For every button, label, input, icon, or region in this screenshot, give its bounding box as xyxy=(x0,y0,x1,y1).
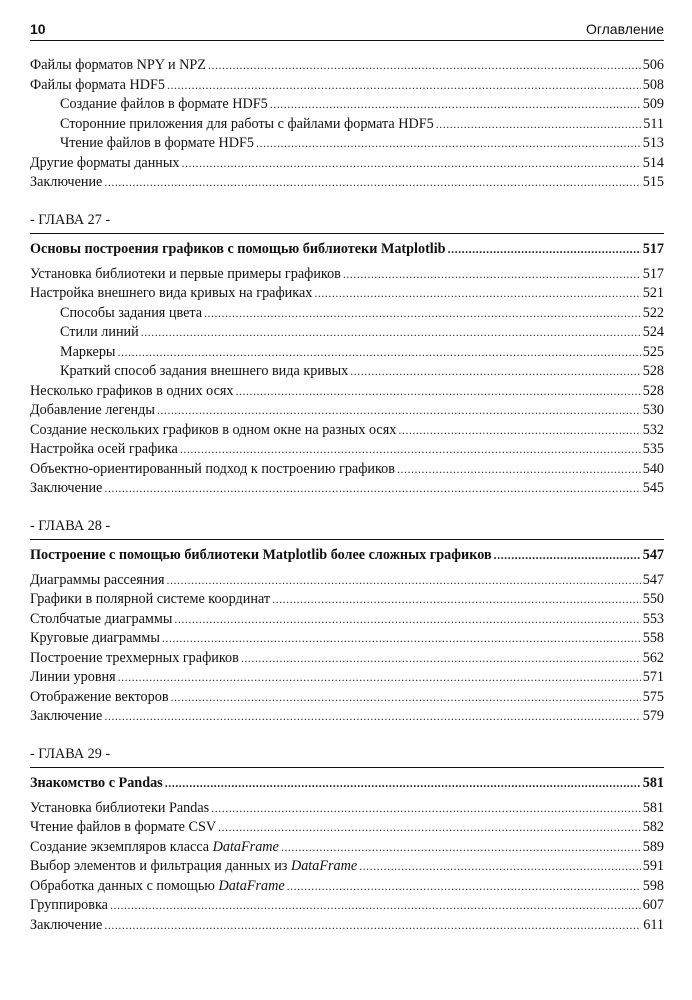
dot-leader xyxy=(118,668,641,688)
toc-entry[interactable] xyxy=(30,571,664,591)
toc-entry-title: Добавление легенды xyxy=(30,402,155,418)
toc-entry[interactable] xyxy=(30,382,664,402)
toc-entry[interactable] xyxy=(30,173,664,193)
dot-leader xyxy=(167,76,641,96)
dot-leader xyxy=(165,774,641,794)
dot-leader xyxy=(272,590,641,610)
toc-entry[interactable] xyxy=(30,668,664,688)
toc-entry-page: 511 xyxy=(643,115,664,132)
toc-entry-title: Линии уровня xyxy=(30,669,116,685)
running-header xyxy=(30,20,664,40)
toc-entry-title: Диаграммы рассеяния xyxy=(30,571,165,588)
toc-entry-page: 575 xyxy=(642,688,664,705)
toc-entry-page: 558 xyxy=(642,630,664,646)
dot-leader xyxy=(157,401,641,421)
dot-leader xyxy=(343,265,641,285)
toc-entry-page: 514 xyxy=(642,154,664,171)
toc-entry[interactable] xyxy=(30,154,664,174)
toc-entry[interactable] xyxy=(30,590,664,610)
toc-entry-page: 521 xyxy=(642,285,664,301)
toc-entry-title: Чтение файлов в формате CSV xyxy=(30,819,217,835)
toc-entry-title: Круговые диаграммы xyxy=(30,630,160,646)
toc-entry-page: 525 xyxy=(642,343,664,360)
section-title: Оглавление xyxy=(585,21,664,37)
dot-leader xyxy=(359,857,641,877)
toc-entry[interactable] xyxy=(30,460,664,480)
table-of-contents xyxy=(30,56,664,935)
toc-entry-title: Графики в полярной системе координат xyxy=(30,591,271,607)
toc-entry-title: Группировка xyxy=(30,897,108,913)
chapter-title[interactable] xyxy=(30,774,664,794)
toc-entry-title: Другие форматы данных xyxy=(30,154,180,171)
toc-entry[interactable] xyxy=(30,610,664,630)
dot-leader xyxy=(235,382,640,402)
dot-leader xyxy=(218,818,641,838)
toc-entry-page: 517 xyxy=(642,265,664,282)
dot-leader xyxy=(162,629,641,649)
chapter-title[interactable] xyxy=(30,240,664,260)
dot-leader xyxy=(104,707,640,727)
toc-entry-page: 562 xyxy=(642,649,664,666)
toc-entry[interactable] xyxy=(30,56,664,76)
dot-leader xyxy=(167,571,641,591)
toc-entry-title: Объектно-ориентированный подход к построению графиков xyxy=(30,460,395,477)
dot-leader xyxy=(110,896,641,916)
dot-leader xyxy=(104,173,640,193)
dot-leader xyxy=(204,304,641,324)
toc-entry-title: Заключение xyxy=(30,480,103,496)
toc-entry-title: Маркеры xyxy=(60,343,116,360)
dot-leader xyxy=(141,323,641,343)
toc-entry-title: Выбор элементов и фильтрация данных из DataFrame xyxy=(30,858,358,874)
toc-entry-title: Отображение векторов xyxy=(30,688,169,705)
toc-entry-title: Построение с помощью библиотеки Matplotlib более сложных графиков xyxy=(30,547,492,563)
toc-entry[interactable] xyxy=(30,707,664,727)
toc-entry-page: 528 xyxy=(642,382,664,399)
toc-entry-title: Установка библиотеки и первые примеры графиков xyxy=(30,265,341,282)
chapter-label: - ГЛАВА 28 - xyxy=(30,517,111,534)
toc-entry-title: Создание файлов в формате HDF5 xyxy=(60,96,268,112)
toc-entry-page: 571 xyxy=(642,669,664,685)
toc-entry-page: 589 xyxy=(642,838,664,855)
toc-entry[interactable] xyxy=(30,799,664,819)
toc-entry-page: 515 xyxy=(642,174,664,190)
toc-entry[interactable] xyxy=(30,115,664,135)
chapter-spacer xyxy=(30,499,664,517)
toc-entry-title: Столбчатые диаграммы xyxy=(30,610,173,627)
toc-entry-page: 579 xyxy=(642,708,664,724)
toc-entry[interactable] xyxy=(30,362,664,382)
toc-entry[interactable] xyxy=(30,95,664,115)
dot-leader xyxy=(256,134,641,154)
toc-entry[interactable] xyxy=(30,838,664,858)
dot-leader xyxy=(104,916,641,936)
toc-entry-title: Основы построения графиков с помощью библиотеки Matplotlib xyxy=(30,241,446,257)
toc-entry-page: 508 xyxy=(642,76,664,93)
toc-entry-page: 517 xyxy=(642,241,664,257)
chapter-spacer xyxy=(30,727,664,745)
dot-leader xyxy=(350,362,640,382)
toc-entry-title: Файлы формата HDF5 xyxy=(30,76,165,93)
toc-entry-page: 524 xyxy=(642,324,664,340)
toc-entry-page: 545 xyxy=(642,480,664,496)
chapter-label: - ГЛАВА 29 - xyxy=(30,745,111,762)
toc-entry-page: 581 xyxy=(642,799,664,816)
toc-entry-page: 550 xyxy=(642,591,664,607)
toc-entry-page: 547 xyxy=(642,547,664,563)
toc-entry-page: 547 xyxy=(642,571,664,588)
dot-leader xyxy=(398,421,640,441)
dot-leader xyxy=(182,154,641,174)
dot-leader xyxy=(180,440,641,460)
toc-entry-title: Создание нескольких графиков в одном окне на разных осях xyxy=(30,421,397,438)
dot-leader xyxy=(287,877,641,897)
dot-leader xyxy=(208,56,641,76)
toc-entry-page: 582 xyxy=(642,819,664,835)
chapter-label: - ГЛАВА 27 - xyxy=(30,211,111,228)
toc-entry-page: 509 xyxy=(642,96,664,112)
toc-entry-page: 513 xyxy=(642,135,664,151)
toc-entry[interactable] xyxy=(30,304,664,324)
toc-entry-title: Способы задания цвета xyxy=(60,304,203,321)
dot-leader xyxy=(104,479,640,499)
dot-leader xyxy=(448,240,641,260)
toc-entry[interactable] xyxy=(30,421,664,441)
toc-entry-title: Стили линий xyxy=(60,324,139,340)
dot-leader xyxy=(211,799,641,819)
dot-leader xyxy=(174,610,640,630)
toc-entry[interactable] xyxy=(30,857,664,877)
dot-leader xyxy=(241,649,641,669)
toc-entry-title: Создание экземпляров класса DataFrame xyxy=(30,838,279,855)
toc-entry[interactable] xyxy=(30,818,664,838)
toc-entry-title: Несколько графиков в одних осях xyxy=(30,382,234,399)
header-rule xyxy=(30,40,664,41)
toc-entry-page: 598 xyxy=(642,877,664,894)
toc-entry-page: 611 xyxy=(643,916,664,933)
toc-entry[interactable] xyxy=(30,877,664,897)
toc-entry[interactable] xyxy=(30,629,664,649)
toc-entry-title: Файлы форматов NPY и NPZ xyxy=(30,57,206,73)
chapter-spacer xyxy=(30,193,664,211)
toc-entry-page: 528 xyxy=(642,363,664,379)
toc-entry-title: Краткий способ задания внешнего вида кривых xyxy=(60,363,349,379)
toc-entry-title: Заключение xyxy=(30,174,103,190)
toc-entry-title: Заключение xyxy=(30,916,103,933)
toc-entry[interactable] xyxy=(30,479,664,499)
toc-entry[interactable] xyxy=(30,265,664,285)
dot-leader xyxy=(397,460,641,480)
toc-entry-page: 535 xyxy=(642,441,664,457)
toc-entry-title: Заключение xyxy=(30,708,103,724)
toc-entry-title: Построение трехмерных графиков xyxy=(30,649,239,666)
toc-entry-page: 506 xyxy=(642,57,664,73)
toc-entry-page: 553 xyxy=(642,610,664,627)
toc-entry-title: Установка библиотеки Pandas xyxy=(30,799,210,816)
dot-leader xyxy=(270,95,641,115)
toc-entry-title: Знакомство с Pandas xyxy=(30,775,163,791)
toc-entry[interactable] xyxy=(30,76,664,96)
chapter-title[interactable] xyxy=(30,546,664,566)
dot-leader xyxy=(281,838,641,858)
toc-entry[interactable] xyxy=(30,440,664,460)
toc-entry-page: 591 xyxy=(642,858,664,874)
toc-entry-page: 540 xyxy=(642,460,664,477)
toc-entry-title: Обработка данных с помощью DataFrame xyxy=(30,877,285,894)
toc-entry-title: Чтение файлов в формате HDF5 xyxy=(60,135,254,151)
dot-leader xyxy=(314,284,640,304)
page-number: 10 xyxy=(30,21,46,37)
toc-entry-page: 530 xyxy=(642,402,664,418)
dot-leader xyxy=(494,546,641,566)
toc-entry[interactable] xyxy=(30,401,664,421)
toc-entry-page: 522 xyxy=(642,304,664,321)
toc-entry-title: Настройка осей графика xyxy=(30,441,178,457)
toc-entry[interactable] xyxy=(30,649,664,669)
dot-leader xyxy=(117,343,640,363)
toc-entry[interactable] xyxy=(30,134,664,154)
dot-leader xyxy=(436,115,642,135)
toc-entry[interactable] xyxy=(30,284,664,304)
dot-leader xyxy=(171,688,641,708)
toc-entry[interactable] xyxy=(30,343,664,363)
toc-entry-title: Сторонние приложения для работы с файлами формата HDF5 xyxy=(60,115,434,132)
toc-entry[interactable] xyxy=(30,323,664,343)
toc-entry[interactable] xyxy=(30,896,664,916)
toc-entry[interactable] xyxy=(30,688,664,708)
toc-entry-title: Настройка внешнего вида кривых на графиках xyxy=(30,285,313,301)
toc-entry[interactable] xyxy=(30,916,664,936)
toc-entry-page: 581 xyxy=(642,775,664,791)
toc-entry-page: 532 xyxy=(642,421,664,438)
toc-entry-page: 607 xyxy=(642,897,664,913)
